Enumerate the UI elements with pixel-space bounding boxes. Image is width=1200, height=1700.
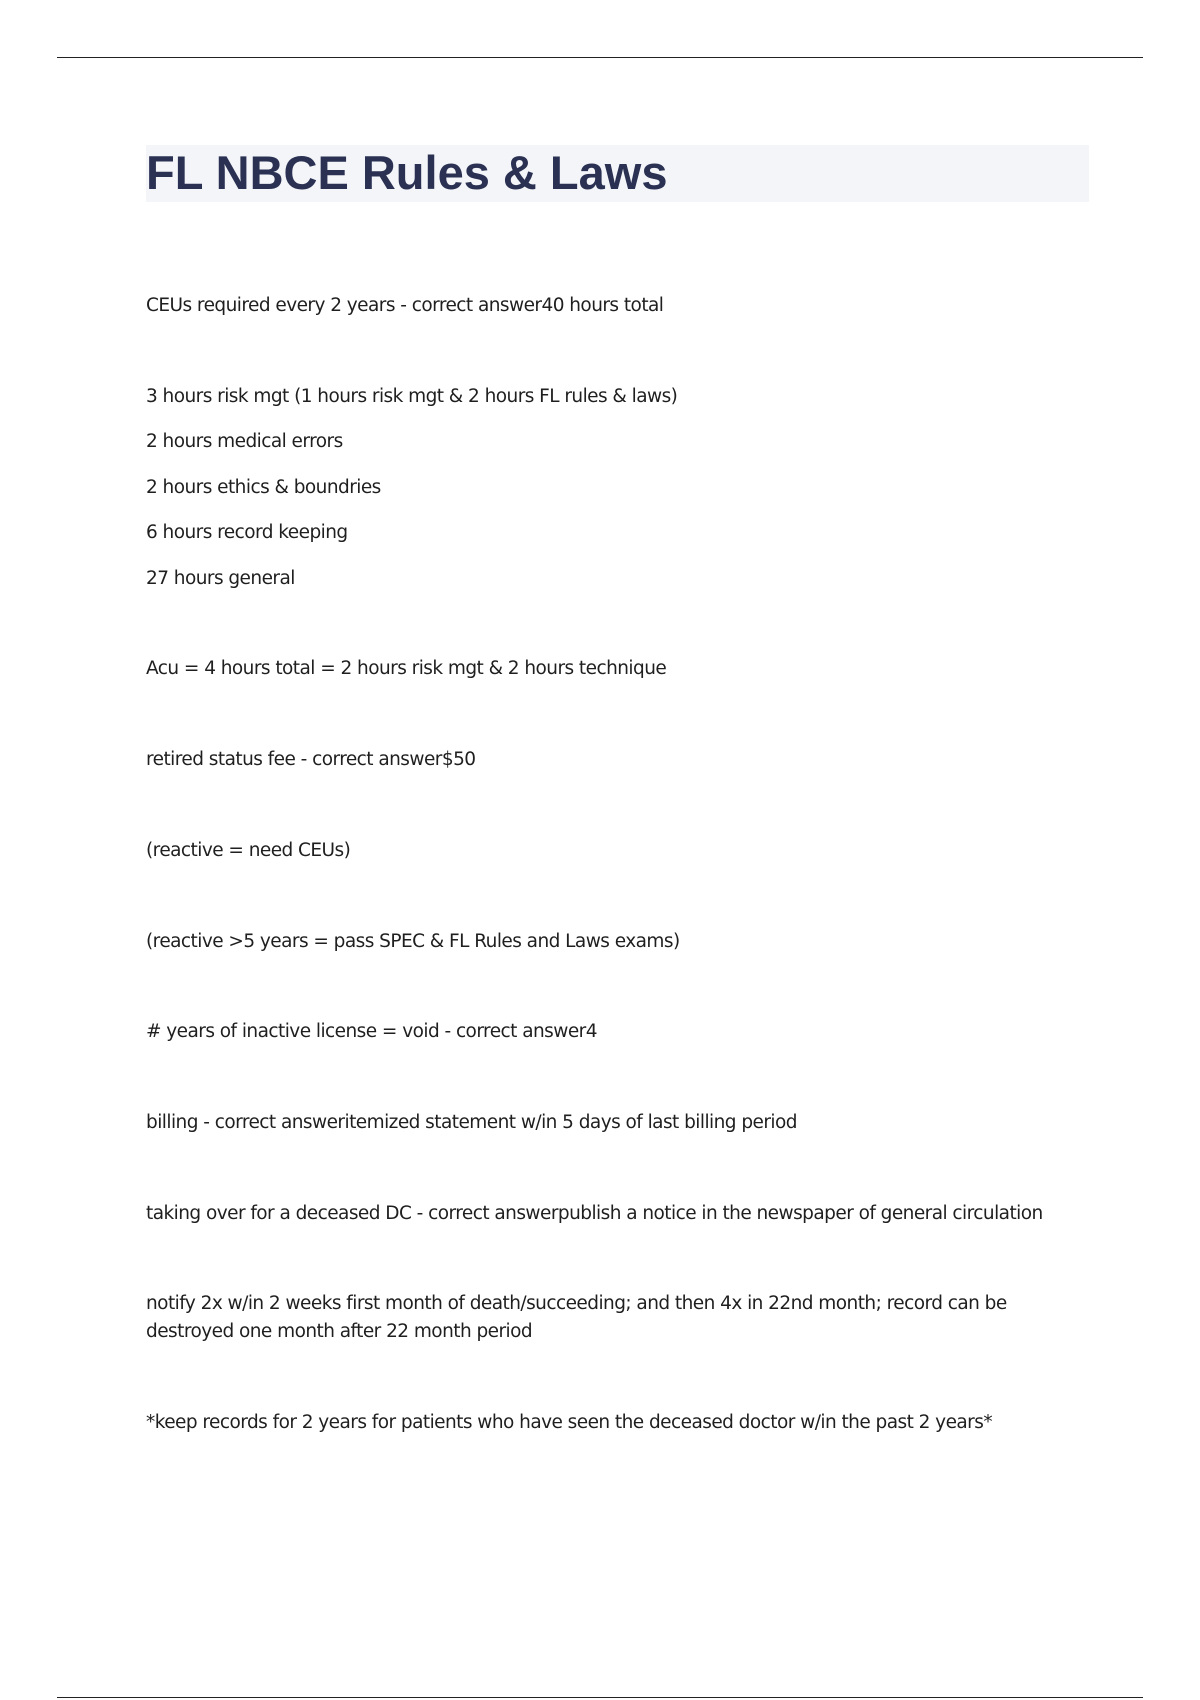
document-title: FL NBCE Rules & Laws xyxy=(146,146,668,199)
text-line: billing - correct answeritemized statement w/in 5 days of last billing period xyxy=(146,1112,797,1133)
text-line: retired status fee - correct answer$50 xyxy=(146,749,476,770)
text-line: taking over for a deceased DC - correct answerpublish a notice in the newspaper of general circulation xyxy=(146,1203,1043,1224)
text-line: CEUs required every 2 years - correct answer40 hours total xyxy=(146,295,664,316)
bottom-rule xyxy=(57,1697,1143,1698)
text-line: 27 hours general xyxy=(146,568,295,589)
text-line: 2 hours medical errors xyxy=(146,431,343,452)
text-paragraph: notify 2x w/in 2 weeks first month of death/succeeding; and then 4x in 22nd month; record can be destroyed one month after 22 month period xyxy=(146,1293,1007,1342)
text-line: # years of inactive license = void - correct answer4 xyxy=(146,1021,597,1042)
text-line: 6 hours record keeping xyxy=(146,522,348,543)
text-line: 3 hours risk mgt (1 hours risk mgt & 2 hours FL rules & laws) xyxy=(146,386,678,407)
text-line: (reactive >5 years = pass SPEC & FL Rules and Laws exams) xyxy=(146,931,680,952)
text-line: Acu = 4 hours total = 2 hours risk mgt & 2 hours technique xyxy=(146,658,667,679)
text-line: *keep records for 2 years for patients who have seen the deceased doctor w/in the past 2 years* xyxy=(146,1412,993,1433)
top-rule xyxy=(57,57,1143,58)
text-line: 2 hours ethics & boundries xyxy=(146,477,381,498)
text-line: (reactive = need CEUs) xyxy=(146,840,351,861)
